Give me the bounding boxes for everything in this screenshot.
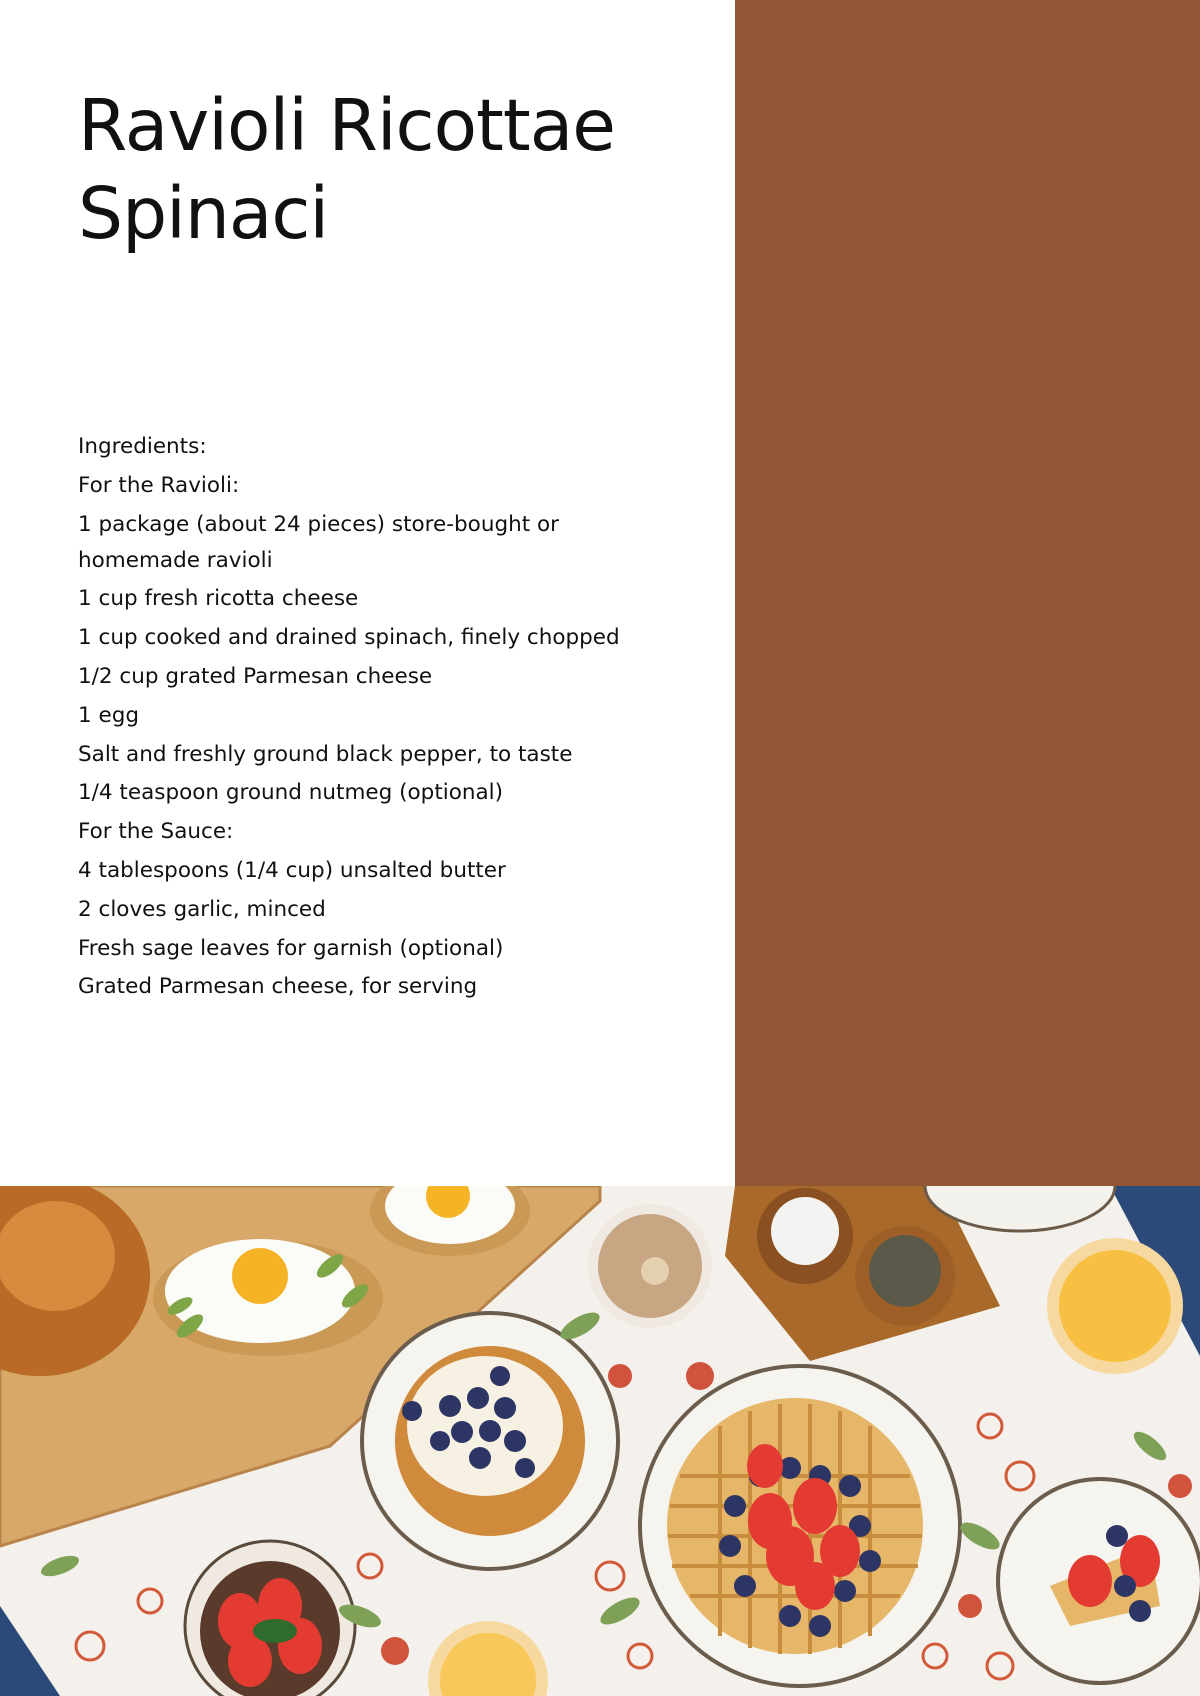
ingredient-line: Grated Parmesan cheese, for serving (78, 974, 478, 1000)
ingredients-heading: Ingredients: (78, 434, 207, 459)
ingredient-line: Fresh sage leaves for garnish (optional) (78, 935, 504, 961)
ingredient-line: 2 cloves garlic, minced (78, 896, 326, 922)
recipe-title-line-1: Ravioli Ricottae (78, 84, 615, 167)
ingredient-line: 1/4 teaspoon ground nutmeg (optional) (78, 780, 504, 806)
section-heading-sauce: For the Sauce: (78, 819, 234, 845)
ingredient-line: 1 package (about 24 pieces) store-bought or homemade ravioli (78, 511, 559, 573)
recipe-title-line-2: Spinaci (78, 172, 329, 255)
ingredient-line: Salt and freshly ground black pepper, to taste (78, 741, 573, 767)
ingredient-line: 1 cup cooked and drained spinach, finely chopped (78, 625, 620, 651)
ingredients-list (78, 429, 718, 1008)
ingredient-line: 4 tablespoons (1/4 cup) unsalted butter (78, 857, 506, 883)
ingredient-line: 1/2 cup grated Parmesan cheese (78, 663, 433, 689)
section-heading-ravioli: For the Ravioli: (78, 472, 240, 498)
ingredient-line: 1 cup fresh ricotta cheese (78, 586, 359, 612)
ingredient-line: 1 egg (78, 702, 140, 728)
recipe-title (78, 82, 718, 258)
accent-color-panel (735, 0, 1200, 1186)
breakfast-table-photo (0, 1186, 1200, 1696)
